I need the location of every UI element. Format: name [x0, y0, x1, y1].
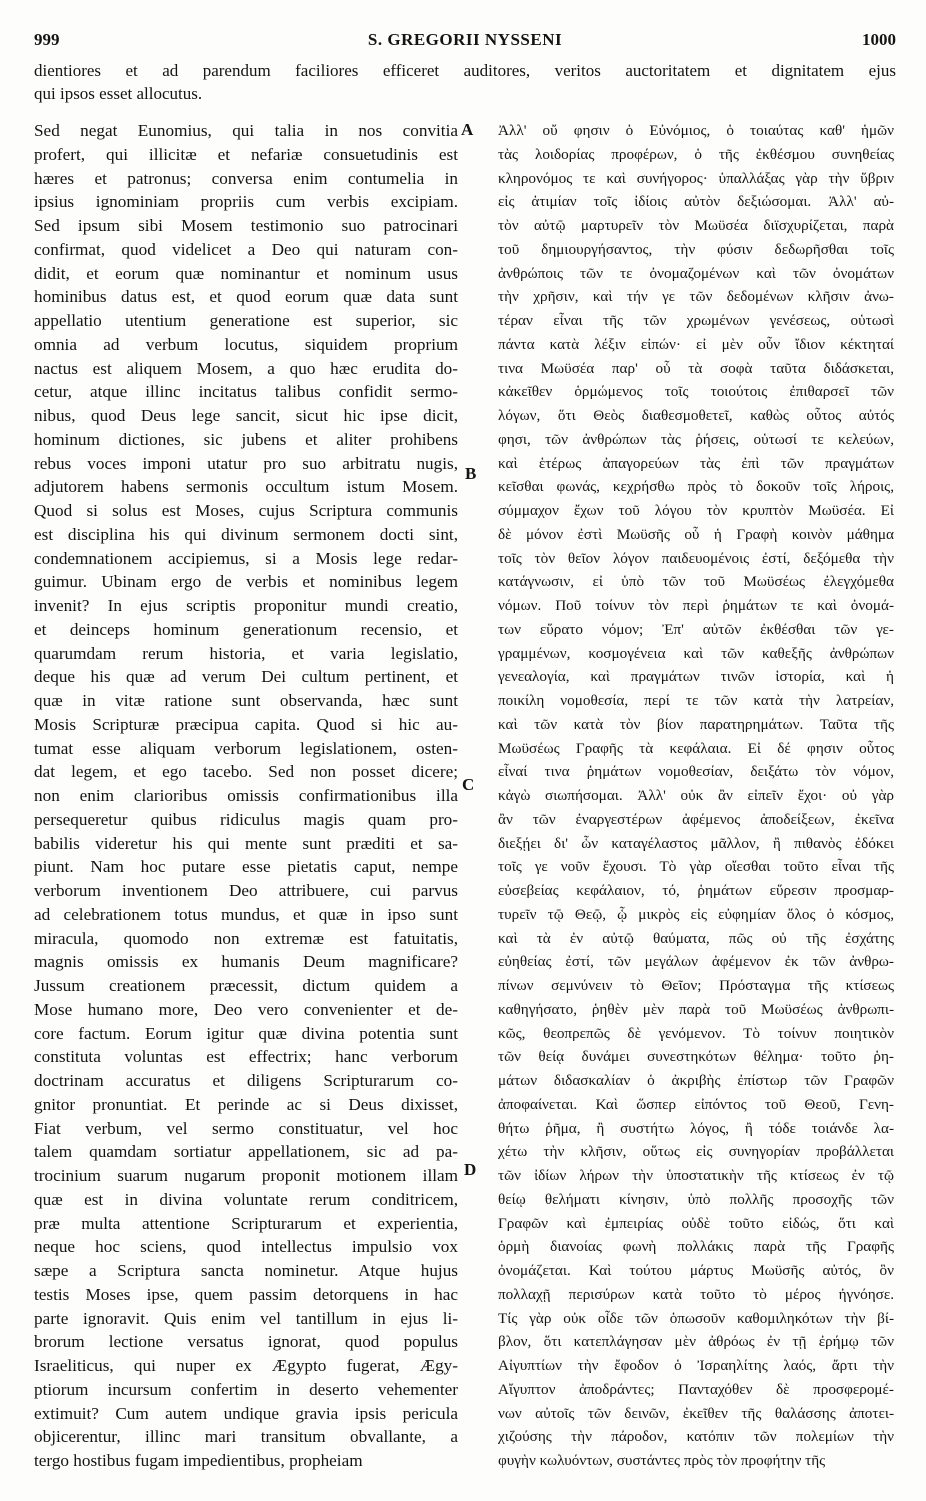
text-line: ποικίλη νομοθεσία, περί τε τῶν κατὰ τὴν λατρείαν, — [498, 692, 894, 709]
text-line: Quod si solus est Moses, cujus Scriptura communis — [34, 501, 458, 520]
text-line: Αἴγυπτον ἀποδράντες; Πανταχόθεν δὲ προσφερομέ- — [498, 1380, 894, 1398]
text-line: τοῖς γε νοῦν ἔχουσι. Τὸ γὰρ οἴεσθαι τοῦτο εἶναι τῆς — [498, 858, 894, 876]
text-line: ipsius ignominiam propriis cum verbis excipiam. — [34, 192, 458, 212]
text-line: δὲ μόνον ἐστὶ Μωϋσῆς οὗ ἡ Γραφὴ κοινὸν μάθημα — [498, 525, 894, 543]
text-line: σύμμαχον ἔχων τοῦ λόγου τὸν κρυπτὸν Μωϋσέα. Εἰ — [498, 502, 894, 519]
text-line: core factum. Eorum igitur quæ divina potentia sunt — [34, 1023, 458, 1043]
text-line: χιζούσης τὴν πάροδον, κατόπιν τῶν πολεμίων τὴν — [498, 1428, 894, 1446]
text-line: καὶ τὰ ἐν αὐτῷ θαύματα, πῶς οὐ τῆς ἐσχάτης — [498, 929, 894, 947]
text-line: nibus, quod Deus lege sancit, sicut hic ipse dicit, — [34, 406, 458, 425]
text-line: tumat esse aliquam verborum legislationem, osten- — [34, 738, 458, 758]
text-line: invenit? In ejus scriptis proponitur mundi creatio, — [34, 596, 458, 615]
text-line: τῶν θείᾳ δυνάμει συνεστηκότων θέλημα· τοῦτο ῥη- — [498, 1048, 894, 1066]
text-line: deque his quæ ad verum Dei cultum pertinent, et — [34, 667, 458, 687]
text-line: των εὕρατο νόμον; Ἐπ' αὐτῶν ἐκθέσθαι τῶν γε- — [498, 620, 894, 638]
intro-line: qui ipsos esset allocutus. — [34, 83, 203, 103]
text-line: θείῳ θελήματι κίνησιν, ὑπὸ πολλῆς προσοχῆς τῶν — [498, 1190, 894, 1208]
text-line: omnia ad verbum locutus, siquidem proprium — [34, 334, 458, 354]
text-line: νόμων. Ποῦ τοίνυν τὸν περὶ ῥημάτων τε καὶ ὀνομά- — [498, 597, 894, 614]
text-line: κεῖσθαι φωνάς, κεχρήσθω πρὸς τὸ δοκοῦν τοῖς λήροις, — [498, 478, 894, 496]
text-line: gnitor pronuntiat. Et perinde ac si Deus dixisset, — [34, 1094, 458, 1114]
text-line: τινα Μωϋσέα παρ' οὗ τὰ σοφὰ ταῦτα διδάσκεται, — [498, 359, 894, 377]
text-line: persequeretur quibus ridiculus magis quam pro- — [34, 809, 458, 829]
text-line: κῶς, θεοπρεπῶς δὲ γενόμενον. Τὸ τοίνυν ποιητικὸν — [498, 1024, 894, 1042]
text-line: εὐσεβείας κεφάλαιον, τό, ῥημάτων εὕρεσιν προσμαρ- — [498, 882, 894, 899]
text-line: Μωϋσέως Γραφῆς τὰ κεφάλαια. Εἰ δέ φησιν οὗτος — [498, 739, 894, 757]
text-line: non enim clarioribus omissis confirmationibus illa — [34, 786, 458, 805]
text-line: κληρονόμος τε καὶ συνήγορος· ὑπαλλάξας γὰρ τὴν ὕβριν — [498, 169, 894, 187]
text-line: appellatio utentium generatione est superior, sic — [34, 311, 458, 330]
text-line: Sed negat Eunomius, qui talia in nos convitia — [34, 121, 458, 140]
text-line: adjutorem habens sermonis occultum istum Mosem. — [34, 477, 458, 497]
text-line: τῶν ἰδίων λήρων τὴν ὑποστατικὴν τῆς κτίσεως ἐν τῷ — [498, 1167, 894, 1184]
text-line: ὁρμὴ διανοίας φωνὴ πολλάκις παρὰ τῆς Γραφῆς — [498, 1238, 894, 1256]
text-line: πολλαχῇ περισύρων κατὰ τοῦτο τὸ μέρος ἠγνόησε. — [498, 1285, 894, 1303]
text-line: κἀκεῖθεν ὁρμώμενος τοῖς τοιούτοις ἐπιθαρσεῖ τῶν — [498, 383, 894, 401]
text-line: φησι, τῶν ἀνθρώπων τὰς ῥήσεις, οὑτωσί τε κελεύων, — [498, 430, 894, 448]
running-header — [34, 26, 896, 56]
text-line: constituta voluntas est effectrix; hanc verborum — [34, 1047, 458, 1067]
text-line: καὶ ἑτέρως ἀπαγορεύων τὰς ἐπὶ τῶν πραγμάτων — [498, 454, 894, 472]
text-line: piunt. Nam hoc putare esse pietatis caput, nempe — [34, 857, 458, 877]
text-line: præ multa attentione Scripturarum et experientia, — [34, 1213, 458, 1233]
text-line: εἰς ἀτιμίαν τοῖς ἰδίοις αὐτὸν δεξιώσομαι. Ἀλλ' αὐ- — [498, 193, 894, 211]
text-line: hæres et patronus; conversa enim contumelia in — [34, 168, 458, 188]
text-line: confirmat, quod videlicet a Deo qui naturam con- — [34, 239, 458, 259]
text-line: γενεαλογία, καὶ πραγμάτων τινῶν ἱστορία, καὶ ἡ — [498, 668, 894, 686]
text-line: καὶ τῶν κατὰ τὸν βίον παρατηρημάτων. Ταῦτα τῆς — [498, 715, 894, 733]
text-line: πίνων σεμνύνειν τὸ Θεῖον; Πρόσταγμα τῆς κτίσεως — [498, 977, 894, 994]
text-line: ptiorum incursum confertim in deserto vehementer — [34, 1379, 458, 1399]
text-line: νων αὐτοῖς τῶν δεινῶν, ἐκεῖθεν τῆς θαλάσσης ἀποτει- — [498, 1404, 894, 1422]
text-line: εὐηθείας ἐστί, τῶν μεγάλων ἀφέμενον ἐκ τῶν ἀνθρω- — [498, 953, 894, 971]
text-line: miracula, quomodo non extremæ est fatuitatis, — [34, 928, 458, 948]
text-line: βλον, ὅτι κατεπλάγησαν μὲν ἀθρόως ἐν τῇ ἐρήμῳ τῶν — [498, 1333, 894, 1351]
text-line: καθηγήσατο, ῥηθὲν μὲν παρὰ τοῦ Μωϋσέως ἀνθρωπι- — [498, 1000, 894, 1018]
left-page-number: 999 — [34, 30, 60, 49]
text-line: μάτων διδασκαλίαν ὁ ἀκριβὴς ἐπίστωρ τῶν Γραφῶν — [498, 1072, 894, 1089]
text-line: et deinceps hominum generationum recensio, et — [34, 619, 458, 639]
right-page-number: 1000 — [862, 30, 896, 49]
text-line: Mosis Scripturæ præcipua capita. Quod si hic au- — [34, 714, 458, 734]
margin-marker-d: D — [464, 1160, 477, 1179]
text-line: talem quamdam sortiatur appellationem, sic ad pa- — [34, 1142, 458, 1162]
text-line: doctrinam accuratus et diligens Scripturarum co- — [34, 1071, 458, 1090]
text-line: ἀνθρώποις τῶν τε ὀνομαζομένων καὶ τῶν ὀνομάτων — [498, 264, 894, 282]
text-line: profert, qui illicitæ et nefariæ consuetudinis est — [34, 144, 458, 164]
text-line: Israeliticus, qui nuper ex Ægypto fugerat, Ægy- — [34, 1356, 458, 1375]
text-line: κἀγὼ σιωπήσομαι. Ἀλλ' οὐκ ἂν εἰπεῖν ἔχοι· οὐ γὰρ — [498, 787, 894, 804]
text-line: sæpe a Scriptura sancta nominetur. Atque hujus — [34, 1261, 458, 1280]
text-line: γραμμένων, κοσμογένεια καὶ τῶν καθεξῆς ἀνθρώπων — [498, 644, 894, 662]
text-line: Fiat verbum, vel sermo constituatur, vel hoc — [34, 1118, 458, 1138]
text-line: θήτω ῥῆμα, ἢ συστήτω λόγος, ἢ τόδε τοιάνδε λα- — [498, 1119, 894, 1137]
text-line: Τίς γὰρ οὐκ οἶδε τῶν ὁπωσοῦν καθομιληκότων τὴν βί- — [498, 1309, 894, 1327]
text-line: tergo hostibus fugam impedientibus, propheiam — [34, 1451, 363, 1470]
text-line: parte ignoravit. Quis enim vel tantillum in ejus li- — [34, 1308, 458, 1328]
text-line: quæ in vitæ ratione sunt observanda, hæc sunt — [34, 691, 458, 710]
text-line: magnis omissis ex humanis Deum magnificare? — [34, 952, 458, 972]
text-line: hominibus datus est, et quod eorum quæ data sunt — [34, 287, 458, 307]
text-line: Mose humano more, Deo vero convenienter et de- — [34, 999, 458, 1019]
margin-marker-c: C — [462, 775, 475, 794]
text-line: Γραφῶν καὶ ἐμπειρίας οὐδὲ τοῦτο εἰδώς, ὅτι καὶ — [498, 1214, 894, 1232]
intro-paragraph — [34, 60, 896, 105]
text-line: brorum lectione versatus ignorat, quod populus — [34, 1332, 458, 1352]
text-line: objicerentur, illinc mari transitum obvallante, a — [34, 1427, 458, 1447]
text-line: dat legem, et ego tacebo. Sed non posset dicere; — [34, 762, 458, 782]
text-line: verborum inventionem Deo attribuere, cui parvus — [34, 881, 458, 900]
text-line: τὸν αὐτῷ μαρτυρεῖν τὸν Μωϋσέα διϊσχυρίζεται, παρὰ — [498, 217, 894, 234]
text-line: quarumdam rerum historia, et varia legislatio, — [34, 643, 458, 663]
text-line: quæ est in divina voluntate rerum conditricem, — [34, 1189, 458, 1209]
text-line: condemnationem accipiemus, si a Mosis lege redar- — [34, 548, 458, 568]
text-line: τὰς λοιδορίας προφέρων, ὁ τῆς ἐκθέσμου συνηθείας — [498, 145, 894, 163]
margin-marker-a: A — [461, 120, 474, 139]
text-line: babilis videretur his qui mente sunt præditi et sa- — [34, 833, 458, 853]
text-line: Sed ipsum sibi Mosem testimonio suo patrocinari — [34, 216, 458, 235]
text-line: guimur. Ubinam ergo de verbis et nominibus legem — [34, 572, 458, 592]
text-line: rebus voces imponi utatur pro suo arbitratu nugis, — [34, 453, 458, 473]
text-line: εἶναί τινα ῥημάτων νομοθεσίαν, δειξάτω τὸν νόμον, — [498, 763, 894, 781]
text-line: testis Moses ipse, quem passim detorquens in hac — [34, 1284, 458, 1304]
text-line: didit, et eorum quæ nominantur et nominum usus — [34, 263, 458, 283]
greek-column — [498, 119, 894, 1473]
text-line: λόγων, ὅτι Θεὸς διαθεσμοθετεῖ, καθὼς οὗτος αὐτός — [498, 407, 894, 424]
text-line: neque hoc sciens, quod intellectus impulsio vox — [34, 1237, 458, 1257]
text-line: τοῦ δημιουργήσαντος, τὴν φύσιν δεδωρῆσθαι τοῖς — [498, 240, 894, 258]
text-line: τὴν χρῆσιν, καὶ τήν γε τῶν δεδομένων κλῆσιν ἀνω- — [498, 288, 894, 306]
text-line: cetur, atque illinc incitatus talibus confidit sermo- — [34, 382, 458, 402]
text-line: extimuit? Cum autem undique gravia ipsis pericula — [34, 1403, 458, 1423]
text-line: ἂν τῶν ἐναργεστέρων ἀφέμενος ἀποδείξεων, ἐκεῖνα — [498, 810, 894, 828]
text-line: κατάγνωσιν, εἰ ὑπὸ τῶν τοῦ Μωϋσέως ἐλεγχόμεθα — [498, 573, 894, 591]
latin-column — [34, 119, 458, 1473]
text-line: τυρεῖν τῷ Θεῷ, ᾧ μικρὸς εἰς εὐφημίαν ὅλος ὁ κόσμος, — [498, 905, 894, 923]
text-line: πάντα κατὰ λέξιν εἰπών· εἰ μὲν οὖν ἴδιον κέκτηταί — [498, 335, 894, 353]
text-line: ad celebrationem totus mundus, et quæ in ipso sunt — [34, 904, 458, 924]
text-line: τέραν εἶναι τῆς τῶν χρωμένων γενέσεως, οὑτωσὶ — [498, 312, 894, 329]
text-line: Jussum creationem præcessit, dictum quidem a — [34, 976, 458, 995]
text-line: Αἰγυπτίων τὴν ἔφοδον ὁ Ἰσραηλίτης λαός, ἄρτι τὴν — [498, 1357, 894, 1374]
text-line: τοῖς τὸν θεῖον λόγον παιδευομένοις ἐστί, δεξόμεθα τὴν — [498, 549, 894, 567]
text-line: φυγὴν κωλυόντων, συστάντες πρὸς τὸν προφήτην τῆς — [498, 1452, 826, 1469]
text-line: Ἀλλ' οὔ φησιν ὁ Εὐνόμιος, ὁ τοιαύτας καθ' ἡμῶν — [498, 122, 894, 139]
text-line: hominum dictiones, sic jubens et aliter prohibens — [34, 429, 458, 449]
margin-marker-b: B — [465, 464, 477, 483]
text-line: διεξῄει δι' ὧν καταγέλαστος μᾶλλον, ἢ πιθανὸς ἐδόκει — [498, 834, 894, 852]
text-line: nactus est aliquem Mosem, a quo hæc erudita do- — [34, 358, 458, 378]
text-line: ἀποφαίνεται. Καὶ ὥσπερ εἰπόντος τοῦ Θεοῦ, Γενη- — [498, 1095, 894, 1113]
intro-line: dientiores et ad parendum faciliores efficeret auditores, veritos auctoritatem et dignitatem ejus — [34, 61, 896, 80]
text-line: trocinium suarum nugarum proponit motionem illam — [34, 1166, 458, 1185]
text-line: ὀνομάζεται. Καὶ τούτου μάρτυς Μωϋσῆς αὐτός, ὃν — [498, 1262, 894, 1279]
text-line: est disciplina his qui divinum sermonem docti sint, — [34, 524, 458, 544]
text-line: χέτω τὴν κλῆσιν, οὕτως εἰς συνηγορίαν προβάλλεται — [498, 1143, 894, 1161]
running-title: S. GREGORII NYSSENI — [367, 30, 563, 49]
